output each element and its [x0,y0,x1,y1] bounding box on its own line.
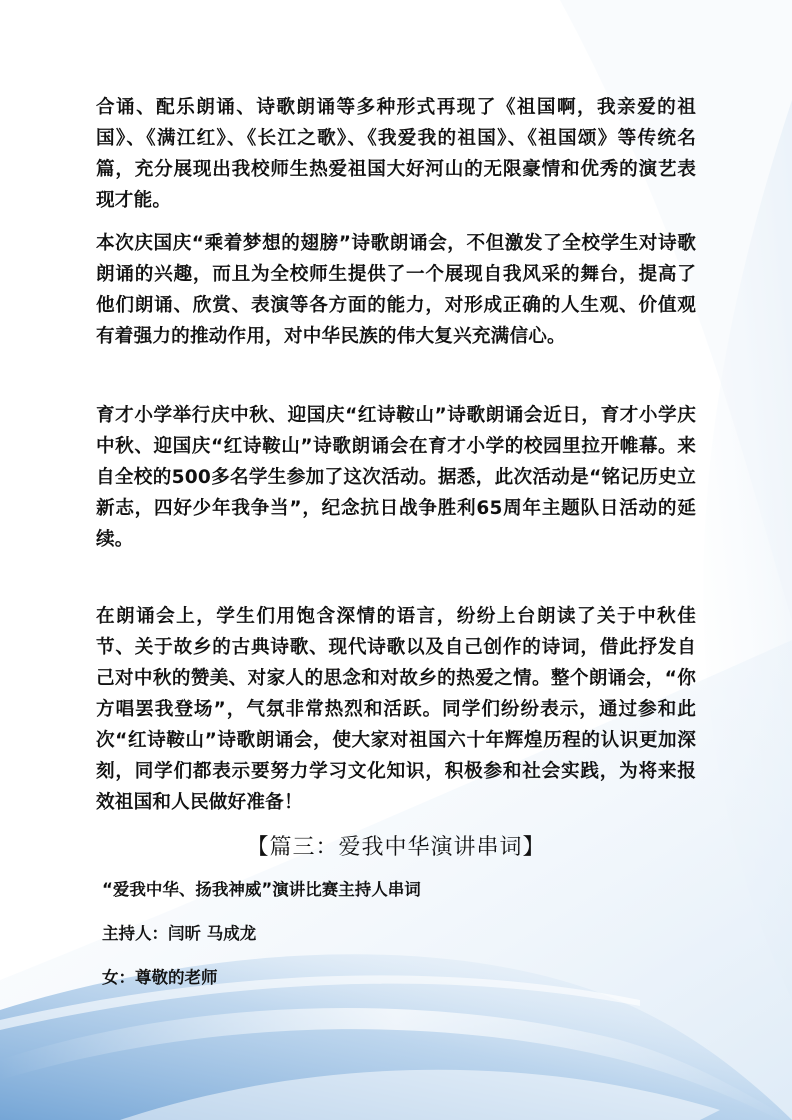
paragraph-3: 育才小学举行庆中秋、迎国庆“红诗鞍山”诗歌朗诵会近日，育才小学庆中秋、迎国庆“红诗鞍山”诗歌朗诵会在育才小学的校园里拉开帷幕。来自全校的500多名学生参加了这次活动。据悉，此次活动是“铭记历史立新志，四好少年我争当”，纪念抗日战争胜利65周年主题队日活动的延续。 [96,405,696,550]
speech-title: “爱我中华、扬我神威”演讲比赛主持人串词 [102,880,421,899]
paragraph-1: 合诵、配乐朗诵、诗歌朗诵等多种形式再现了《祖国啊，我亲爱的祖国》、《满江红》、《长江之歌》、《我爱我的祖国》、《祖国颂》等传统名篇，充分展现出我校师生热爱祖国大好河山的无限豪情和优秀的演艺表现才能。 [96,97,696,211]
paragraph-2: 本次庆国庆“乘着梦想的翅膀”诗歌朗诵会，不但激发了全校学生对诗歌朗诵的兴趣，而且为全校师生提供了一个展现自我风采的舞台，提高了他们朗诵、欣赏、表演等各方面的能力，对形成正确的人生观、价值观有着强力的推动作用，对中华民族的伟大复兴充满信心。 [96,233,696,347]
paragraph-4: 在朗诵会上，学生们用饱含深情的语言，纷纷上台朗读了关于中秋佳节、关于故乡的古典诗歌、现代诗歌以及自己创作的诗词，借此抒发自己对中秋的赞美、对家人的思念和对故乡的热爱之情。整个朗诵会，“你方唱罢我登场”，气氛非常热烈和活跃。同学们纷纷表示，通过参和此次“红诗鞍山”诗歌朗诵会，使大家对祖国六十年辉煌历程的认识更加深刻，同学们都表示要努力学习文化知识，积极参和社会实践，为将来报效祖国和人民做好准备！ [96,606,696,813]
section-title: 【篇三：爱我中华演讲串词】 [246,835,546,860]
female-line: 女：尊敬的老师 [102,968,218,987]
hosts-line: 主持人：闫昕 马成龙 [102,924,257,943]
document-body [96,92,696,990]
